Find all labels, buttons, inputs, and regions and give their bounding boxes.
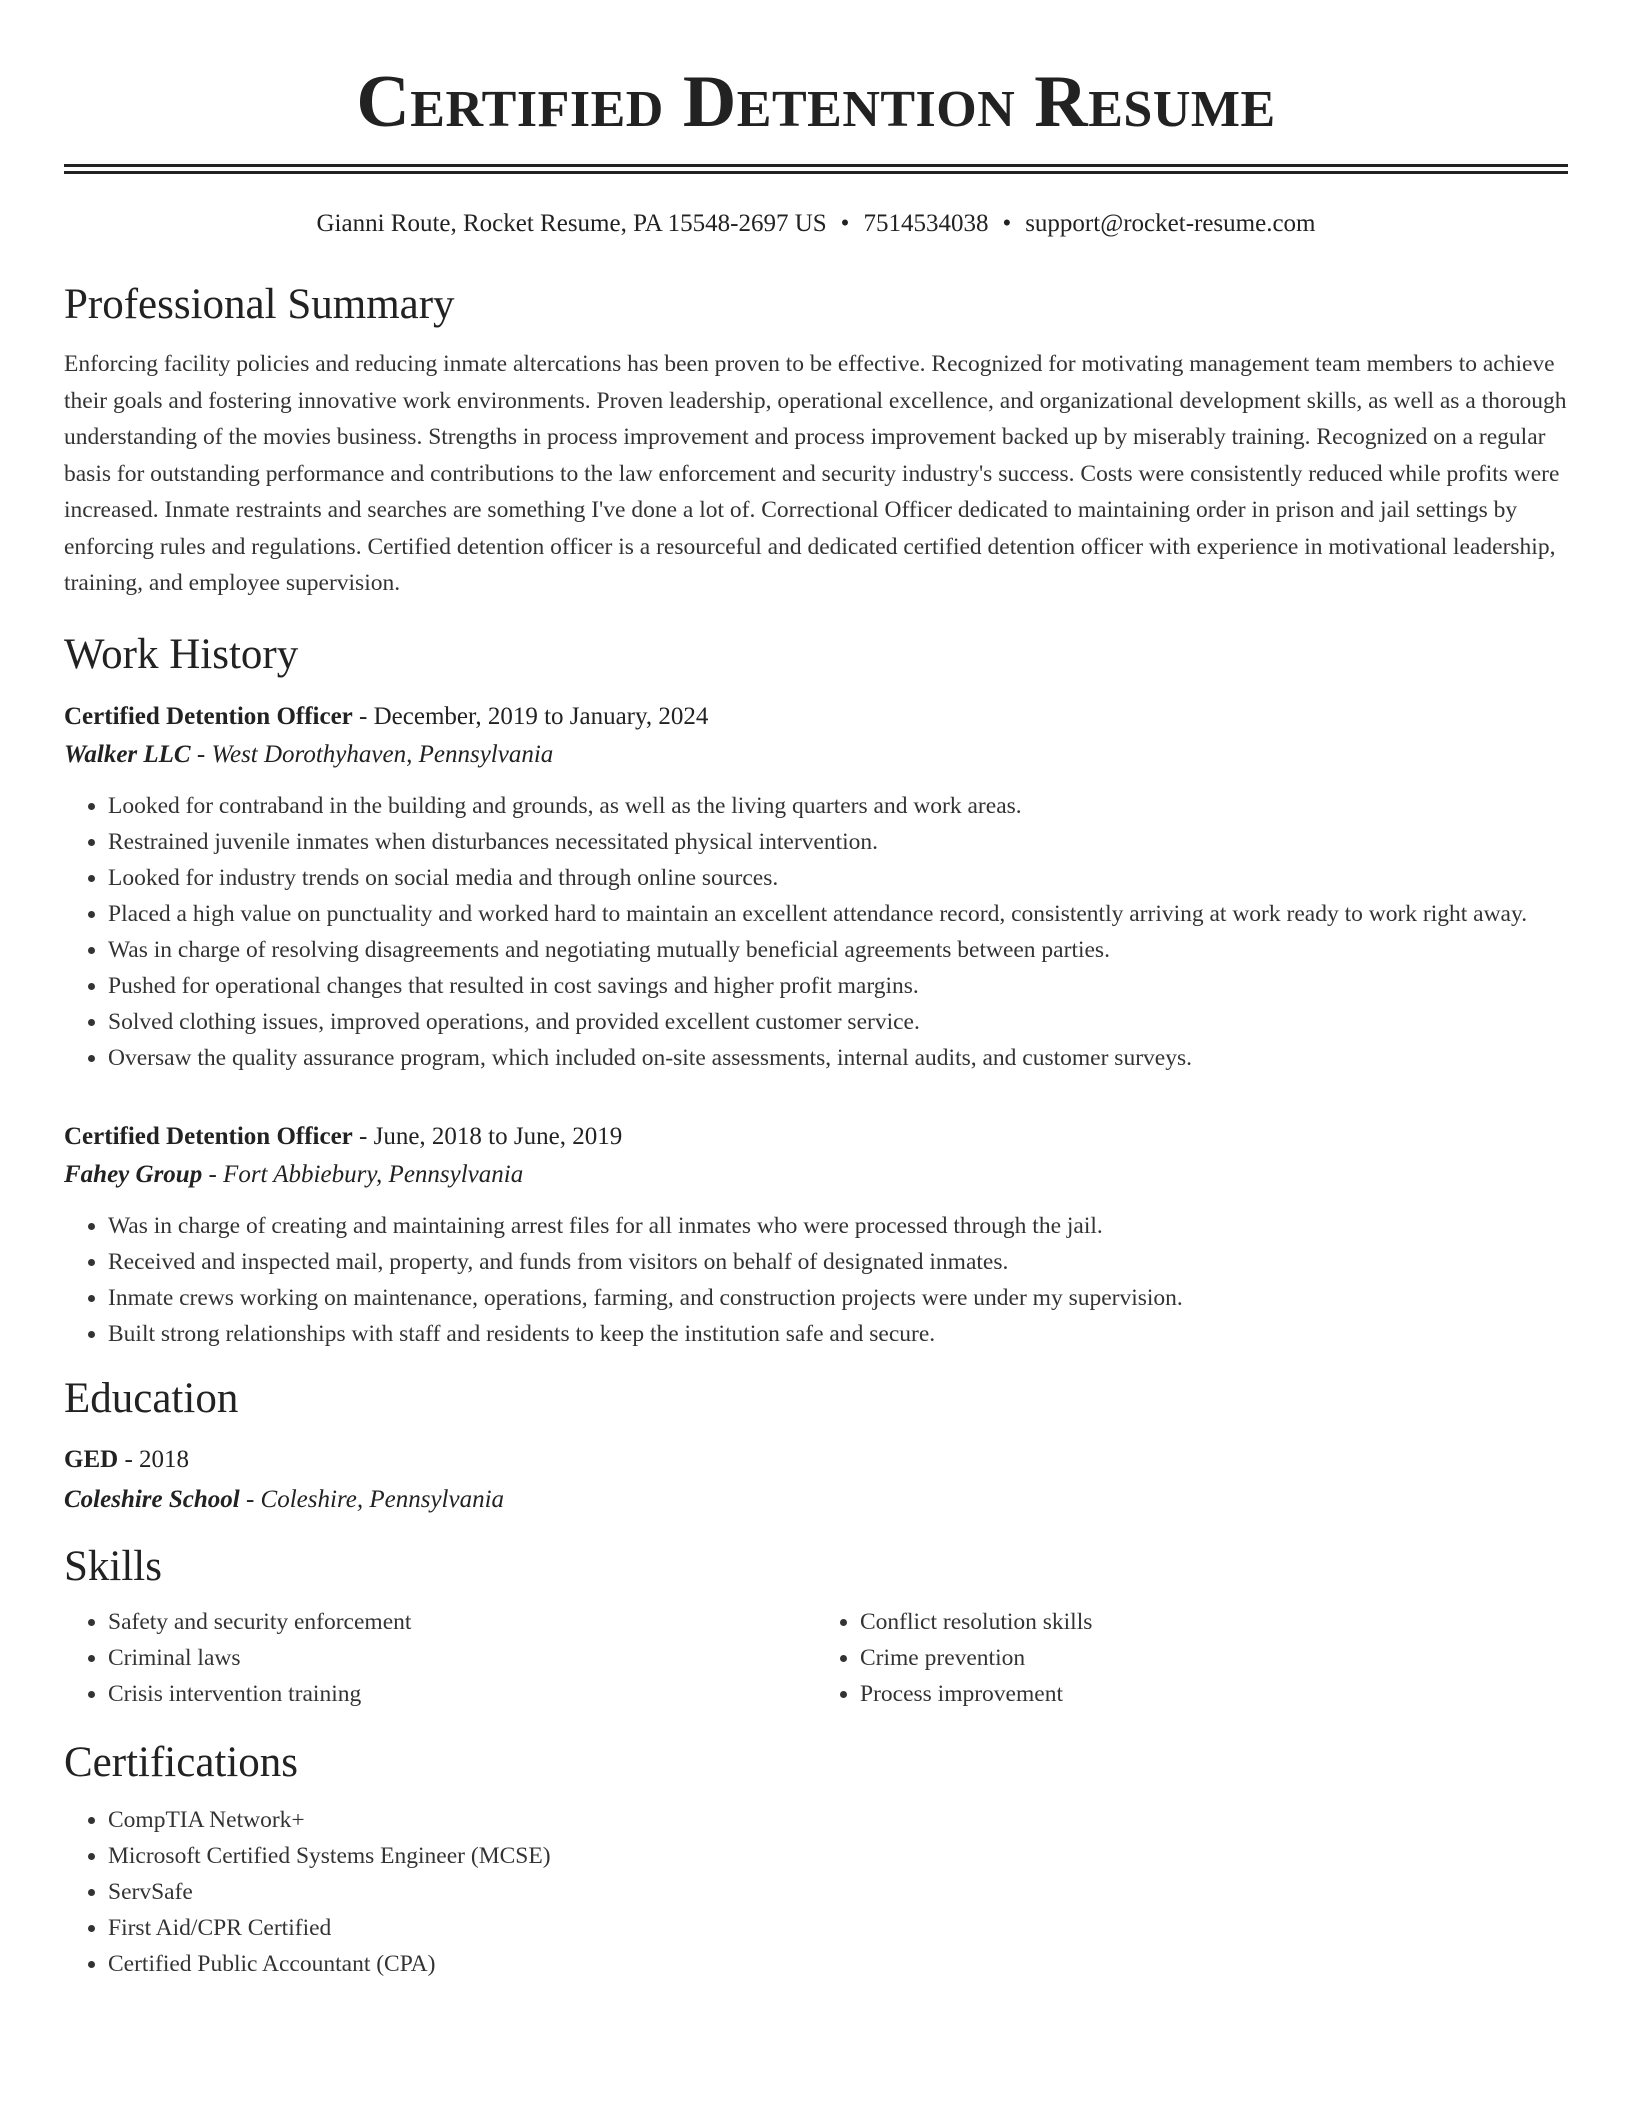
- list-item: • Looked for industry trends on social media and through online sources.: [108, 860, 1568, 896]
- list-item: • Crime prevention: [860, 1640, 1568, 1676]
- job-header: [64, 698, 1568, 736]
- job-entry: [64, 698, 1568, 1076]
- list-item: • Criminal laws: [108, 1640, 816, 1676]
- list-item: • Built strong relationships with staff and residents to keep the institution safe and secure.: [108, 1316, 1568, 1352]
- job-dates: - December, 2019 to January, 2024: [352, 702, 709, 730]
- resume-title: Certified Detention Resume: [356, 61, 1276, 143]
- summary-text: Enforcing facility policies and reducing inmate altercations has been proven to be effective. Recognized for motivating management team members to achieve their goals and fostering innovative work environments. Proven leadership, operational excellence, and organizational development skills, as well as a thorough understanding of the movies business. Strengths in process improvement and process improvement backed up by miserably training. Recognized on a regular basis for outstanding performance and contributions to the law enforcement and security industry's success. Costs were consistently reduced while profits were increased. Inmate restraints and searches are something I've done a lot of. Correctional Officer dedicated to maintaining order in prison and jail settings by enforcing rules and regulations. Certified detention officer is a resourceful and dedicated certified detention officer with experience in motivational leadership, training, and employee supervision.: [64, 351, 1567, 596]
- job-header: [64, 1118, 1568, 1156]
- education-heading: Education: [64, 1374, 239, 1422]
- job-duties-list: [64, 1208, 1568, 1352]
- job-employer: [64, 1156, 1568, 1194]
- summary-heading: Professional Summary: [64, 281, 455, 328]
- certifications-list: [64, 1802, 1568, 1982]
- work-history-heading: Work History: [64, 630, 299, 678]
- list-item: • Certified Public Accountant (CPA): [108, 1946, 1568, 1982]
- list-item: • CompTIA Network+: [108, 1802, 1568, 1838]
- job-location: - Fort Abbiebury, Pennsylvania: [202, 1160, 524, 1188]
- job-company: Fahey Group: [64, 1160, 203, 1188]
- education-school-line: [64, 1480, 1568, 1520]
- list-item: • Inmate crews working on maintenance, operations, farming, and construction projects were under my supervision.: [108, 1280, 1568, 1316]
- education-degree-line: [64, 1440, 1568, 1480]
- job-employer: [64, 736, 1568, 774]
- job-entry: [64, 1118, 1568, 1352]
- contact-separator: •: [1002, 210, 1012, 237]
- list-item: • Oversaw the quality assurance program, which included on-site assessments, internal audits, and customer surveys.: [108, 1040, 1568, 1076]
- skills-grid: [64, 1604, 1568, 1712]
- job-location: - West Dorothyhaven, Pennsylvania: [190, 740, 554, 768]
- contact-separator: •: [840, 210, 850, 237]
- job-company: Walker LLC: [64, 740, 191, 768]
- list-item: • Was in charge of resolving disagreements and negotiating mutually beneficial agreements between parties.: [108, 932, 1568, 968]
- contact-phone: 7514534038: [863, 210, 989, 237]
- list-item: • First Aid/CPR Certified: [108, 1910, 1568, 1946]
- list-item: • Microsoft Certified Systems Engineer (MCSE): [108, 1838, 1568, 1874]
- title-divider: [64, 164, 1568, 174]
- education-year: - 2018: [118, 1445, 190, 1473]
- list-item: • Received and inspected mail, property, and funds from visitors on behalf of designated inmates.: [108, 1244, 1568, 1280]
- skills-list-left: [64, 1604, 816, 1712]
- contact-address: Gianni Route, Rocket Resume, PA 15548-2697 US: [316, 210, 827, 237]
- list-item: • Pushed for operational changes that resulted in cost savings and higher profit margins.: [108, 968, 1568, 1004]
- list-item: • Restrained juvenile inmates when disturbances necessitated physical intervention.: [108, 824, 1568, 860]
- list-item: • Was in charge of creating and maintaining arrest files for all inmates who were processed through the jail.: [108, 1208, 1568, 1244]
- skills-list-right: [816, 1604, 1568, 1712]
- certifications-heading: Certifications: [64, 1738, 299, 1786]
- education-degree: GED: [64, 1445, 119, 1473]
- list-item: • Conflict resolution skills: [860, 1604, 1568, 1640]
- education-location: - Coleshire, Pennsylvania: [239, 1485, 505, 1513]
- education-school: Coleshire School: [64, 1485, 240, 1513]
- list-item: • Safety and security enforcement: [108, 1604, 816, 1640]
- list-item: • Crisis intervention training: [108, 1676, 816, 1712]
- job-role: Certified Detention Officer: [64, 1122, 353, 1150]
- list-item: • Solved clothing issues, improved operations, and provided excellent customer service.: [108, 1004, 1568, 1040]
- list-item: • Looked for contraband in the building and grounds, as well as the living quarters and work areas.: [108, 788, 1568, 824]
- list-item: • Placed a high value on punctuality and worked hard to maintain an excellent attendance record, consistently arriving at work ready to work right away.: [108, 896, 1568, 932]
- contact-email: support@rocket-resume.com: [1025, 210, 1316, 237]
- skills-heading: Skills: [64, 1542, 162, 1590]
- list-item: • ServSafe: [108, 1874, 1568, 1910]
- job-role: Certified Detention Officer: [64, 702, 353, 730]
- list-item: • Process improvement: [860, 1676, 1568, 1712]
- job-duties-list: [64, 788, 1568, 1076]
- contact-line: [64, 208, 1568, 240]
- job-dates: - June, 2018 to June, 2019: [352, 1122, 623, 1150]
